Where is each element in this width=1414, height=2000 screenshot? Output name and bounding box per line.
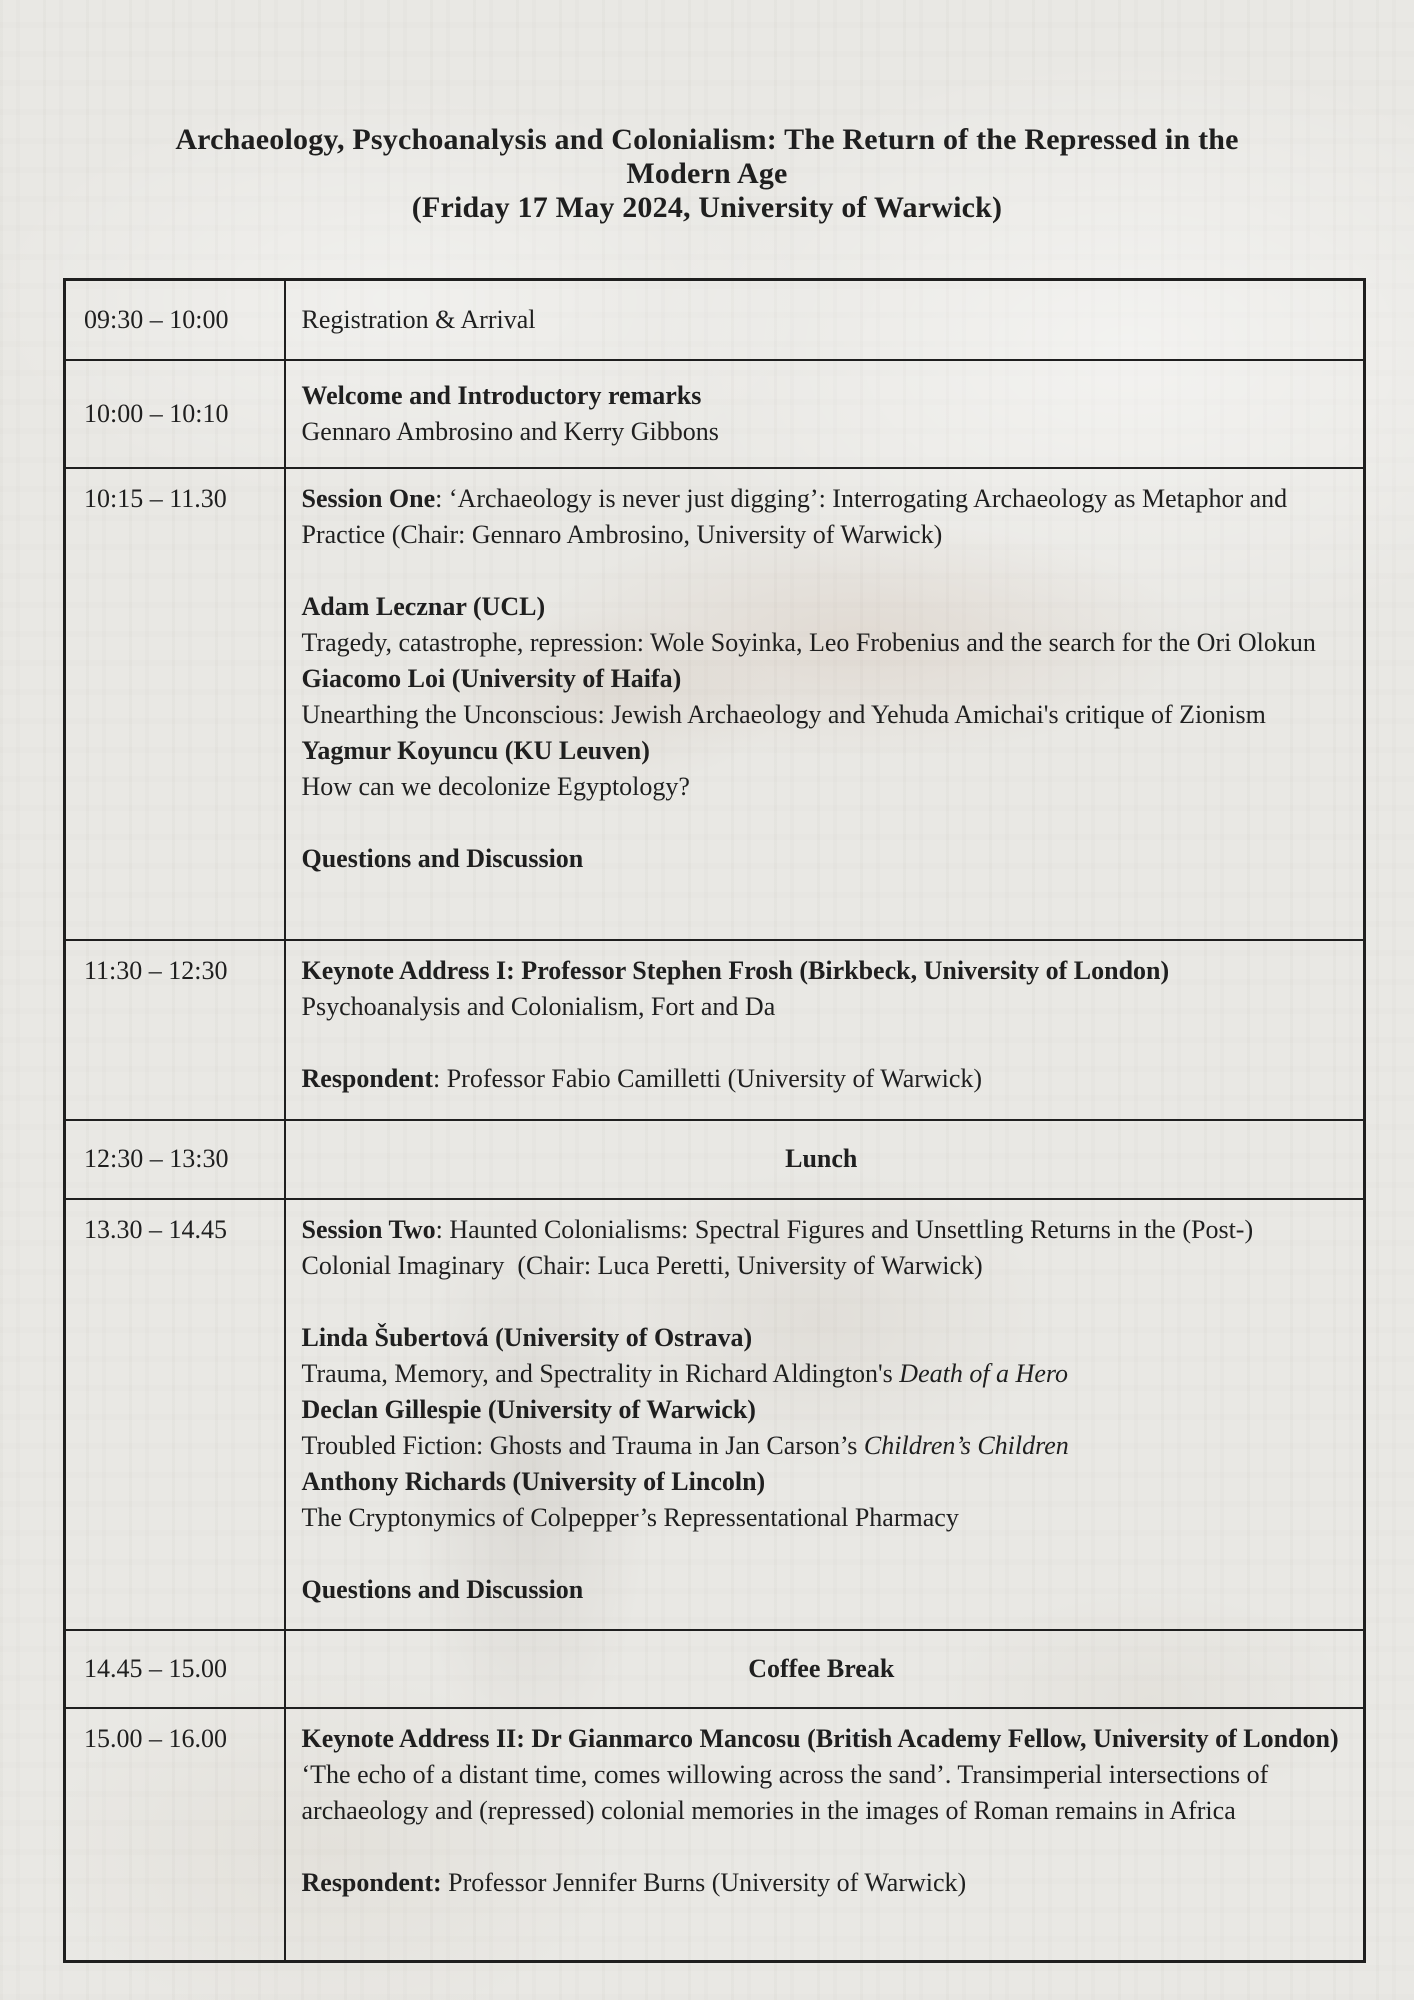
- text-line: Lunch: [785, 1144, 858, 1173]
- text-line: The Cryptonymics of Colpepper’s Repressentational Pharmacy: [301, 1502, 959, 1532]
- text-line: Declan Gillespie (University of Warwick): [301, 1394, 756, 1424]
- page-title: [0, 123, 1414, 225]
- time-slot: 09:30 – 10:00: [65, 280, 285, 360]
- title-line-2: Modern Age: [626, 157, 788, 190]
- text-line: [302, 1284, 1342, 1320]
- schedule-row: [65, 1120, 1365, 1199]
- session-details: [285, 1630, 1365, 1708]
- text-line: Keynote Address II: Dr Gianmarco Mancosu (British Academy Fellow, University of London): [301, 1723, 1339, 1753]
- text-line: ‘The echo of a distant time, comes willowing across the sand’. Transimperial intersections of archaeology and (repressed) colonial memories in the images of Roman remains in Africa: [301, 1759, 1275, 1825]
- text-line: Registration & Arrival: [301, 304, 536, 334]
- time-slot: 12:30 – 13:30: [65, 1120, 285, 1199]
- session-details: [285, 1708, 1365, 1962]
- text-line: [302, 553, 1342, 589]
- text-line: [302, 1829, 1342, 1865]
- text-line: Unearthing the Unconscious: Jewish Archaeology and Yehuda Amichai's critique of Zionism: [301, 699, 1266, 729]
- title-line-1: Archaeology, Psychoanalysis and Colonialism: The Return of the Repressed in the: [175, 123, 1239, 156]
- text-line: How can we decolonize Egyptology?: [301, 771, 690, 801]
- session-details: [285, 940, 1365, 1120]
- session-details: [285, 468, 1365, 940]
- text-line: Trauma, Memory, and Spectrality in Richard Aldington's Death of a Hero: [301, 1358, 1069, 1388]
- session-details: [285, 1120, 1365, 1199]
- schedule-row: [65, 280, 1365, 360]
- schedule-table-body: [65, 280, 1365, 1962]
- text-line: Respondent: Professor Fabio Camilletti (University of Warwick): [301, 1063, 983, 1093]
- text-line: Psychoanalysis and Colonialism, Fort and Da: [301, 991, 776, 1021]
- time-slot: 11:30 – 12:30: [65, 940, 285, 1120]
- text-line: [302, 1025, 1342, 1061]
- schedule-row: [65, 468, 1365, 940]
- text-line: Session One: ‘Archaeology is never just digging’: Interrogating Archaeology as Metaphor and Practice (Chair: Gennaro Ambrosino, University of Warwick): [301, 483, 1294, 549]
- text-line: Linda Šubertová (University of Ostrava): [301, 1322, 753, 1352]
- text-line: Questions and Discussion: [301, 1574, 584, 1604]
- time-slot: 13.30 – 14.45: [65, 1199, 285, 1630]
- time-slot: 15.00 – 16.00: [65, 1708, 285, 1962]
- text-line: Yagmur Koyuncu (KU Leuven): [301, 735, 650, 765]
- text-line: Adam Lecznar (UCL): [301, 591, 546, 621]
- text-line: Welcome and Introductory remarks: [301, 380, 702, 410]
- text-line: [302, 1536, 1342, 1572]
- text-line: Tragedy, catastrophe, repression: Wole Soyinka, Leo Frobenius and the search for the Ori Olokun: [301, 627, 1316, 657]
- schedule-row: [65, 1630, 1365, 1708]
- text-line: Troubled Fiction: Ghosts and Trauma in Jan Carson’s Children’s Children: [301, 1430, 1069, 1460]
- time-slot: 10:00 – 10:10: [65, 360, 285, 468]
- title-line-3: (Friday 17 May 2024, University of Warwick): [411, 191, 1003, 224]
- text-line: Anthony Richards (University of Lincoln): [301, 1466, 766, 1496]
- text-line: Keynote Address I: Professor Stephen Frosh (Birkbeck, University of London): [301, 955, 1170, 985]
- text-line: Gennaro Ambrosino and Kerry Gibbons: [301, 416, 719, 446]
- time-slot: 10:15 – 11.30: [65, 468, 285, 940]
- session-details: [285, 1199, 1365, 1630]
- session-details: [285, 360, 1365, 468]
- session-details: [285, 280, 1365, 360]
- text-line: Coffee Break: [748, 1653, 895, 1683]
- schedule-row: [65, 1199, 1365, 1630]
- schedule-table: [63, 278, 1366, 1963]
- schedule-row: [65, 360, 1365, 468]
- text-line: Giacomo Loi (University of Haifa): [301, 663, 682, 693]
- text-line: Session Two: Haunted Colonialisms: Spectral Figures and Unsettling Returns in the (Post-) Colonial Imaginary (Chair: Luca Peretti, University of Warwick): [301, 1214, 1260, 1280]
- time-slot: 14.45 – 15.00: [65, 1630, 285, 1708]
- text-line: [302, 805, 1342, 841]
- schedule-row: [65, 1708, 1365, 1962]
- text-line: Questions and Discussion: [301, 843, 584, 873]
- text-line: Respondent: Professor Jennifer Burns (University of Warwick): [301, 1867, 967, 1897]
- schedule-row: [65, 940, 1365, 1120]
